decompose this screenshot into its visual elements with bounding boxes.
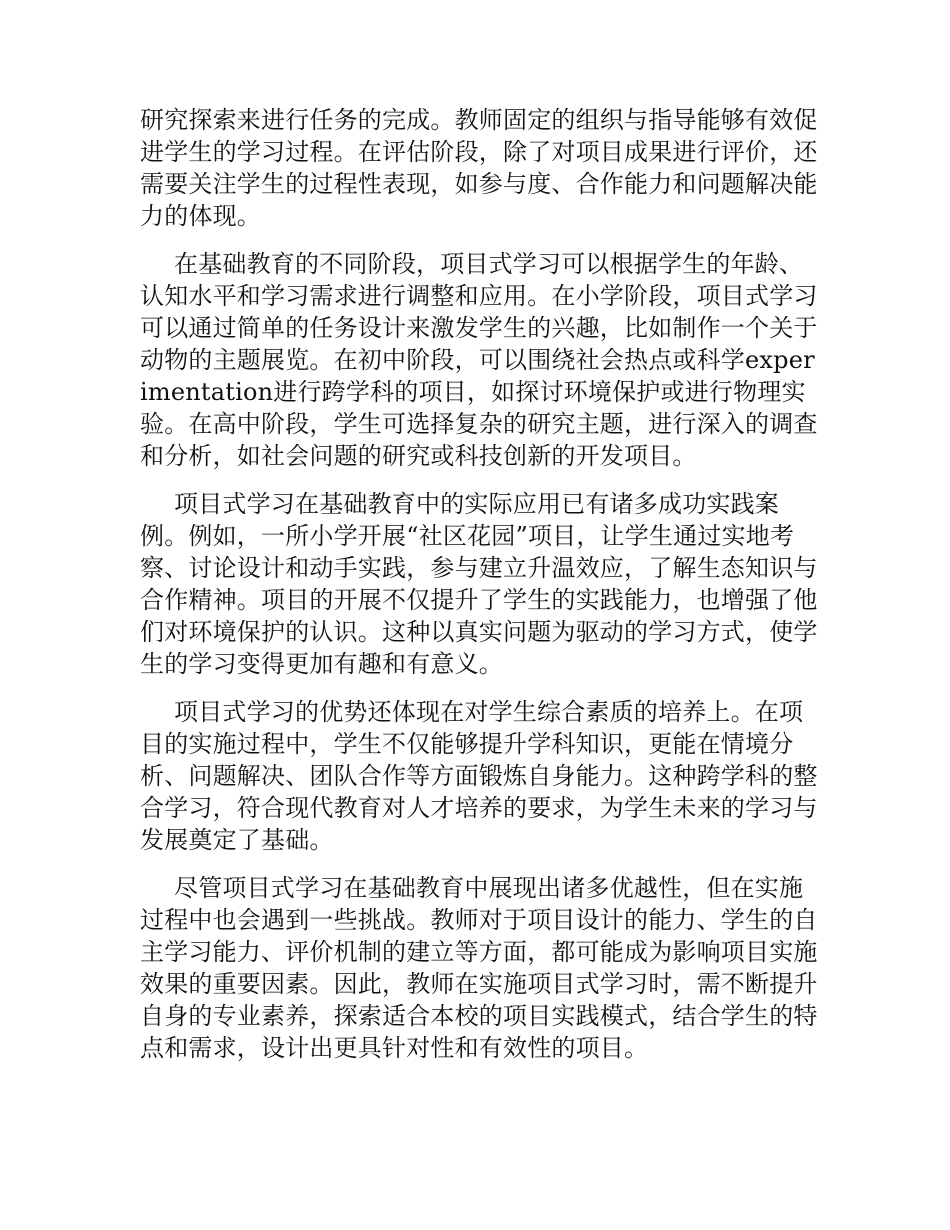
document-body <box>140 104 820 1080</box>
paragraph-2: 在基础教育的不同阶段，项目式学习可以根据学生的年龄、认知水平和学习需求进行调整和应用。在小学阶段，项目式学习可以通过简单的任务设计来激发学生的兴趣，比如制作一个关于动物的主题展览。在初中阶段，可以围绕社会热点或科学experimentation进行跨学科的项目，如探讨环境保护或进行物理实验。在高中阶段，学生可选择复杂的研究主题，进行深入的调查和分析，如社会问题的研究或科技创新的开发项目。 <box>140 250 818 470</box>
paragraph-1: 研究探索来进行任务的完成。教师固定的组织与指导能够有效促进学生的学习过程。在评估阶段，除了对项目成果进行评价，还需要关注学生的过程性表现，如参与度、合作能力和问题解决能力的体现。 <box>140 106 818 230</box>
paragraph-5: 尽管项目式学习在基础教育中展现出诸多优越性，但在实施过程中也会遇到一些挑战。教师对于项目设计的能力、学生的自主学习能力、评价机制的建立等方面，都可能成为影响项目实施效果的重要因素。因此，教师在实施项目式学习时，需不断提升自身的专业素养，探索适合本校的项目实践模式，结合学生的特点和需求，设计出更具针对性和有效性的项目。 <box>140 874 818 1062</box>
paragraph-3: 项目式学习在基础教育中的实际应用已有诸多成功实践案例。例如，一所小学开展“社区花园”项目，让学生通过实地考察、讨论设计和动手实践，参与建立升温效应，了解生态知识与合作精神。项目的开展不仅提升了学生的实践能力，也增强了他们对环境保护的认识。这种以真实问题为驱动的学习方式，使学生的学习变得更加有趣和有意义。 <box>140 490 818 678</box>
paragraph-4: 项目式学习的优势还体现在对学生综合素质的培养上。在项目的实施过程中，学生不仅能够提升学科知识，更能在情境分析、问题解决、团队合作等方面锻炼自身能力。这种跨学科的整合学习，符合现代教育对人才培养的要求，为学生未来的学习与发展奠定了基础。 <box>140 698 818 854</box>
